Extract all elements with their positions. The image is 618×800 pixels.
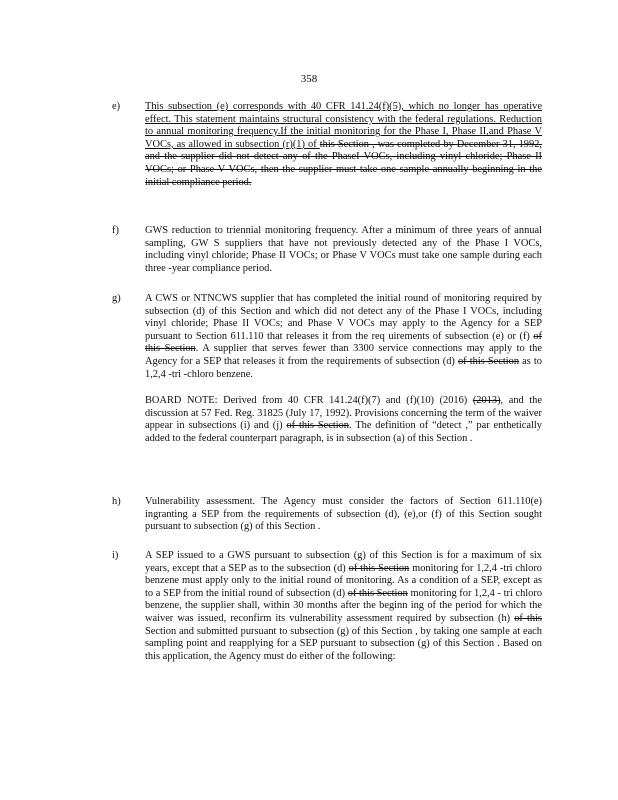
- subsection-label: f): [112, 225, 119, 236]
- page-number: 358: [300, 73, 318, 85]
- text-run: Section and submitted pursuant to subsection (g) of this Section , by taking one sample at each sampling point and reapplying for a SEP pursuant to subsection (g) of this Section . Based on this application, the Agency must do either of the following:: [145, 625, 542, 662]
- deleted-text: of this Section: [286, 420, 350, 432]
- deleted-text: of this Section: [457, 355, 520, 367]
- subsection-h-text: Vulnerability assessment. The Agency must consider the factors of Section 611.110(e) ingranting a SEP from the requirements of subsection (d), (e),or (f) of this Section sought pursuant to subsection (g) of this Section .: [145, 496, 542, 533]
- board-note: [145, 395, 542, 445]
- text-run: BOARD NOTE: Derived from 40 CFR 141.24(f)(7) and (f)(10) (2016): [145, 395, 473, 407]
- deleted-text: of this Section: [145, 330, 542, 355]
- inserted-text: Reduction to annual monitoring frequency.If the initial monitoring for the Phase I, Phase II,and Phase V VOCs, as allowed in subsection (r)(1) of: [145, 113, 542, 150]
- subsection-e-text: [145, 101, 542, 189]
- text-run: as to 1,2,4 -tri -chloro benzene.: [145, 355, 543, 380]
- subsection-i-text: [145, 550, 542, 663]
- subsection-label: g): [112, 293, 121, 304]
- deleted-text: this Section , was completed by December 31, 1992, and the supplier did not detect any of the PhaseI VOCs, including vinyl chloride; Phase II VOCs; or Phase V VOCs, then the supplier must take one sample annually beginning in the initial compliance period.: [145, 138, 542, 188]
- subsection-f-text: GWS reduction to triennial monitoring frequency. After a minimum of three years of annual sampling, GW S suppliers that have not previously detected any of the Phase I VOCs, including vinyl chloride; Phase II VOCs; or Phase V VOCs must take one sample during each three -year compliance period.: [145, 225, 542, 274]
- subsection-label: e): [112, 101, 121, 112]
- text-run: A CWS or NTNCWS supplier that has completed the initial round of monitoring required by subsection (d) of this Section and which did not detect any of the Phase I VOCs, including vinyl chloride; Phase II VOCs; and Phase V VOCs may apply to the Agency for a SEP pursuant to Section 611.110 that releases it from the req uirements of subsection (e) or (f): [145, 293, 542, 342]
- deleted-text: (2013): [472, 395, 501, 407]
- subsection-label: h): [112, 496, 121, 507]
- inserted-text: This subsection (e) corresponds with 40 CFR 141.24(f)(5), which no longer has operative effect. This statement maintains structural consistency with the federal regulations.: [145, 101, 542, 125]
- subsection-g-text: [145, 293, 542, 381]
- subsection-label: i): [112, 550, 119, 561]
- text-run: . The definition of “detect ,” par enthetically added to the federal counterpart paragraph, is in subsection (a) of this Section .: [145, 420, 543, 444]
- text-run: monitoring for 1,2,4 - tri chloro benzene, the supplier shall, within 30 months after the beginn ing of the period for which the waiver was issued, reconfirm its vulnerability assessment required by subsection (h): [145, 587, 543, 624]
- deleted-text: of this Section: [347, 587, 408, 599]
- text-run: monitoring for 1,2,4 -tri chloro benzene must apply only to the initial round of monitoring. As a condition of a SEP, except as to a SEP from the initial round of subsection (d): [145, 562, 542, 599]
- text-run: . A supplier that serves fewer than 3300 service connections may apply to the Agency for a SEP that releases it from the requirements of subsection (d): [145, 343, 542, 367]
- deleted-text: of this: [514, 612, 542, 624]
- text-run: , and the discussion at 57 Fed. Reg. 31825 (July 17, 1992). Provisions concerning the term of the waiver appear in subsections (i) and (j): [145, 395, 542, 432]
- deleted-text: of this Section: [348, 562, 410, 574]
- text-run: A SEP issued to a GWS pursuant to subsection (g) of this Section is for a maximum of six years, except that a SEP as to the subsection (d): [145, 550, 542, 574]
